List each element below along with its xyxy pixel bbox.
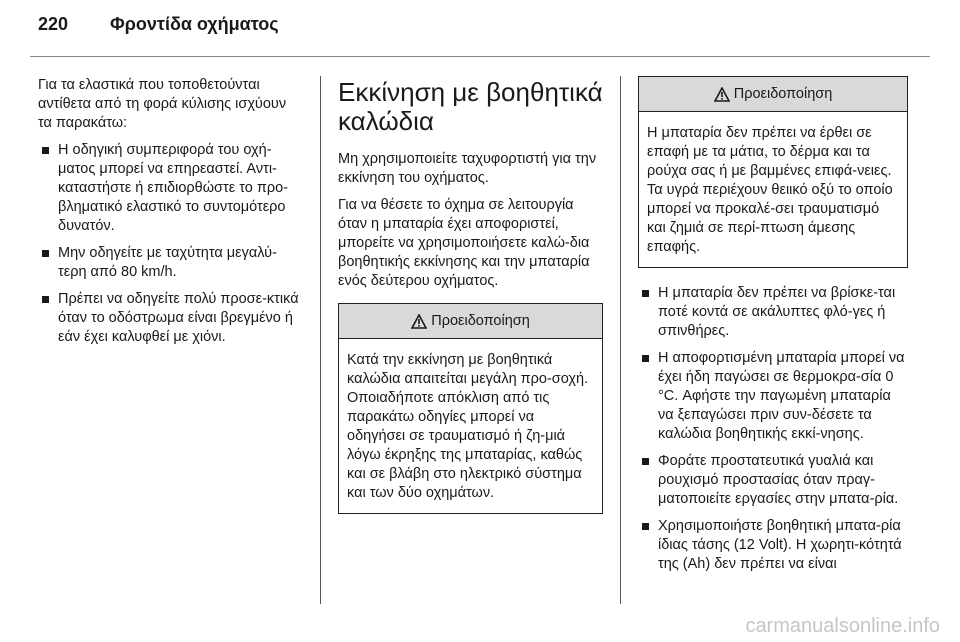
bullet-icon [642, 458, 649, 465]
section-heading: Εκκίνηση με βοηθητικά καλώδια [338, 77, 603, 136]
bullet-icon [642, 523, 649, 530]
warning-title: Προειδοποίηση [431, 312, 530, 329]
list-item: Φοράτε προστατευτικά γυαλιά και ρουχισμό προστασίας όταν πραγ-ματοποιείτε εργασίες στην μπατα-ρία. [638, 452, 908, 509]
tyre-bullet-list [38, 141, 300, 347]
jump-start-para-2: Για να θέσετε το όχημα σε λειτουργία όταν η μπαταρία έχει αποφοριστεί, μπορείτε να χρησιμοποιήσετε καλώ-δια βοηθητικής εκκίνησης και την μπαταρία ενός δεύτερου οχήματος. [338, 197, 590, 289]
bullet-icon [42, 250, 49, 257]
column-2 [338, 76, 603, 530]
warning-box [638, 76, 908, 268]
page-title: Φροντίδα οχήματος [110, 14, 279, 34]
list-item: Η αποφορτισμένη μπαταρία μπορεί να έχει ήδη παγώσει σε θερμοκρα-σία 0 °C. Αφήστε την παγωμένη μπαταρία να ξεπαγώσει πριν συν-δέσετε τα καλώδια βοηθητικής εκκί-νησης. [638, 349, 908, 444]
warning-text: Η μπαταρία δεν πρέπει να έρθει σε επαφή με τα μάτια, το δέρμα και τα ρούχα σας ή με βαμμένες επιφά-νειες. Τα υγρά περιέχουν θειικό οξύ το οποίο μπορεί να προκαλέ-σει τραυματισμό και ζημιά σε περί-πτωση άμεσης επαφής. [647, 125, 893, 255]
warning-box [338, 303, 603, 514]
bullet-icon [42, 147, 49, 154]
list-item: Μην οδηγείτε με ταχύτητα μεγαλύ-τερη από 80 km/h. [38, 244, 300, 282]
jump-start-para-1: Μη χρησιμοποιείτε ταχυφορτιστή για την εκκίνηση του οχήματος. [338, 151, 597, 186]
list-item: Χρησιμοποιήστε βοηθητική μπατα-ρία ίδιας τάσης (12 Volt). Η χωρητι-κότητά της (Ah) δεν πρέπει να είναι [638, 517, 908, 574]
header-divider [30, 56, 930, 57]
list-item: Η μπαταρία δεν πρέπει να βρίσκε-ται ποτέ κοντά σε ακάλυπτες φλό-γες ή σπινθήρες. [638, 284, 908, 341]
warning-triangle-icon [411, 314, 427, 329]
page-number: 220 [38, 14, 69, 34]
warning-triangle-icon [714, 87, 730, 102]
bullet-icon [642, 290, 649, 297]
column-1 [38, 76, 300, 355]
battery-bullet-list [638, 284, 908, 574]
warning-header [339, 304, 602, 339]
page-header [38, 14, 279, 44]
column-divider-2 [620, 76, 621, 604]
bullet-icon [642, 355, 649, 362]
list-item: Πρέπει να οδηγείτε πολύ προσε-κτικά όταν το οδόστρωμα είναι βρεγμένο ή εάν έχει καλυφθεί με χιόνι. [38, 290, 300, 347]
warning-text: Κατά την εκκίνηση με βοηθητικά καλώδια απαιτείται μεγάλη προ-σοχή. Οποιαδήποτε απόκλιση από τις παρακάτω οδηγίες μπορεί να οδηγήσει σε τραυματισμό ή ζη-μιά λόγω έκρηξης της μπαταρίας, καθώς και σε βλάβη στο ηλεκτρικό σύστημα και των δύο οχημάτων. [347, 352, 589, 501]
column-divider-1 [320, 76, 321, 604]
bullet-icon [42, 296, 49, 303]
watermark: carmanualsonline.info [745, 615, 940, 637]
column-3 [638, 76, 908, 582]
list-item: Η οδηγική συμπεριφορά του οχή-ματος μπορεί να επηρεαστεί. Αντι-καταστήστε ή επιδιορθώστε το προ-βληματικό ελαστικό το συντομότερο δυνατόν. [38, 141, 300, 236]
warning-title: Προειδοποίηση [733, 85, 833, 102]
tyre-intro: Για τα ελαστικά που τοποθετούνται αντίθετα από τη φορά κύλισης ισχύουν τα παρακάτω: [38, 77, 287, 131]
warning-header [639, 77, 907, 112]
